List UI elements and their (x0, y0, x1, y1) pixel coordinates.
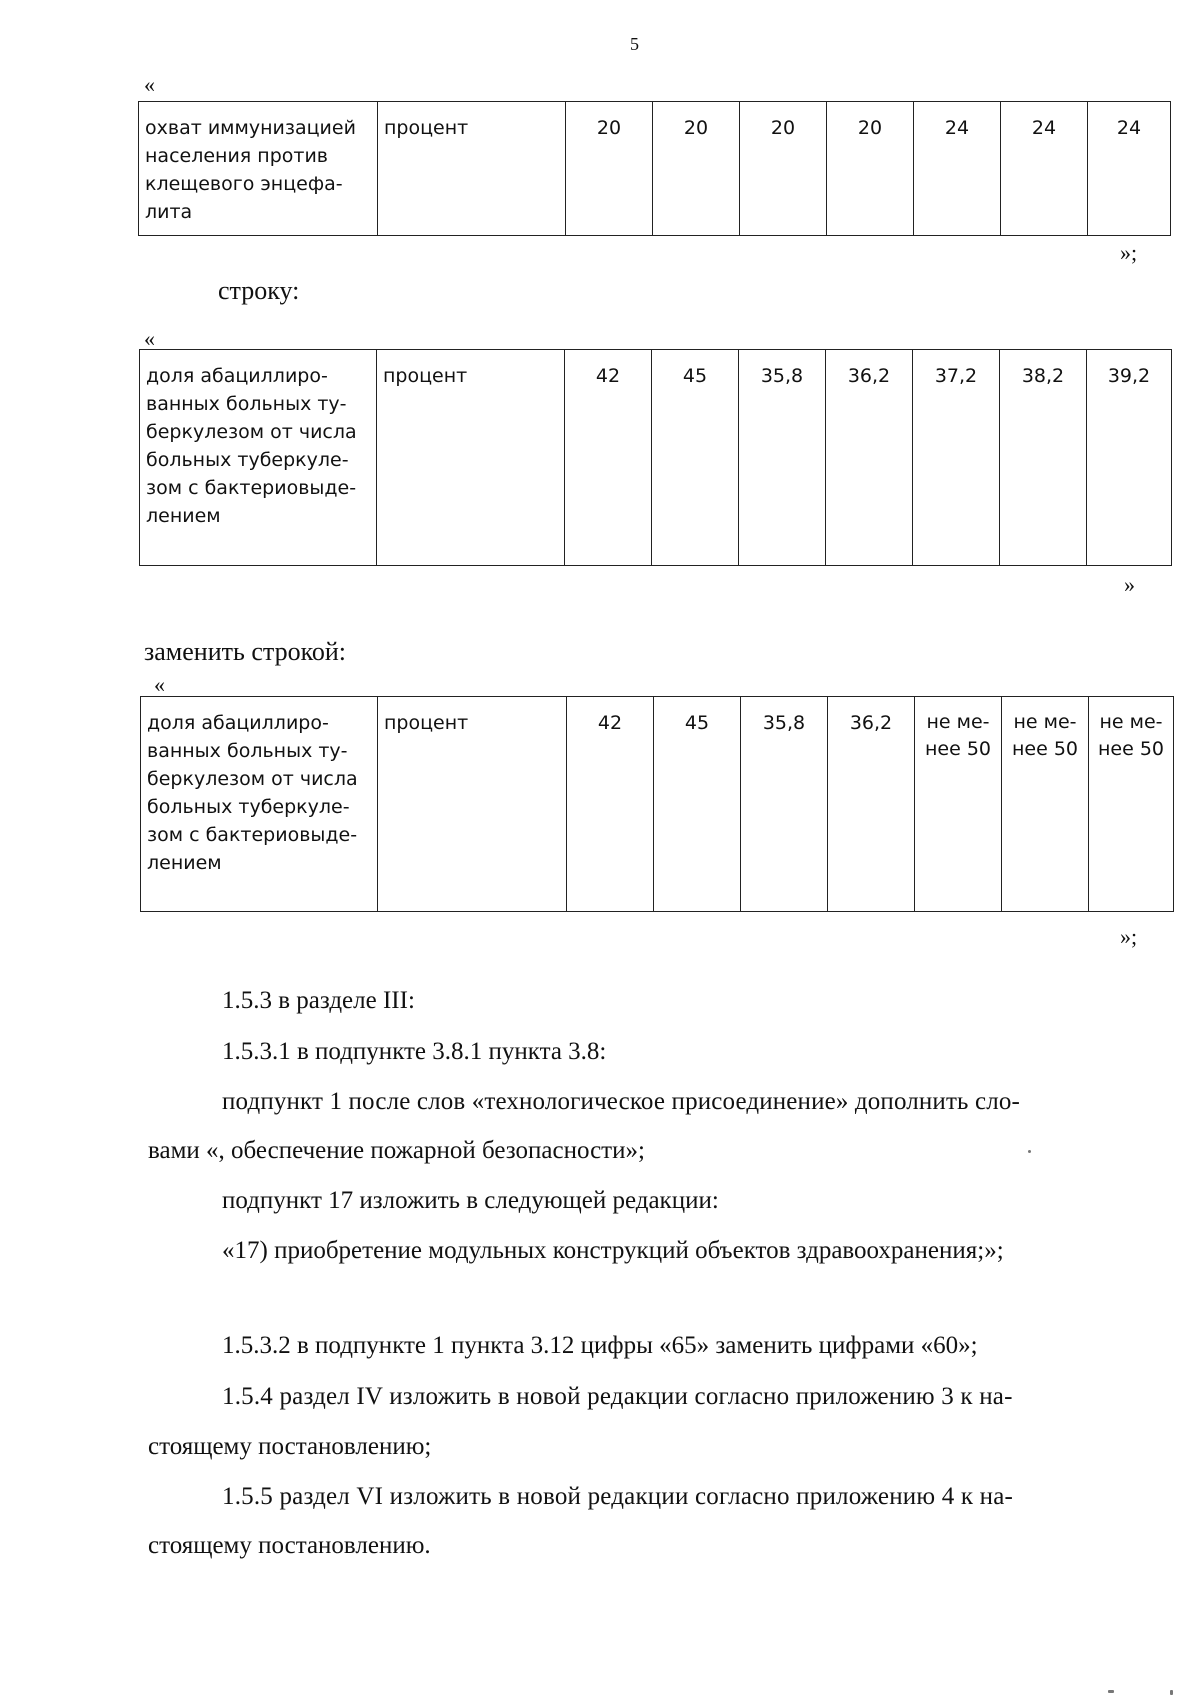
value-cell: 24 (914, 102, 1001, 236)
indicator-name-line: охват иммунизацией (145, 117, 356, 139)
unit-cell: процент (378, 102, 566, 236)
value-cell: 38,2 (1000, 350, 1087, 566)
paragraph-subitem-17: подпункт 17 изложить в следующей редакции: (222, 1187, 719, 1214)
indicator-name-line: беркулезом от числа (146, 421, 357, 443)
label-stroku: строку: (218, 276, 300, 305)
value-min-line: нее 50 (1011, 738, 1079, 760)
value-min-line: не ме- (926, 711, 990, 733)
close-quote: » (1124, 572, 1135, 597)
value-cell: 42 (567, 697, 654, 912)
paragraph-1-5-3-1: 1.5.3.1 в подпункте 3.8.1 пункта 3.8: (222, 1038, 607, 1065)
table-immunization (138, 101, 1171, 236)
value-min-line: нее 50 (924, 738, 992, 760)
page-number: 5 (630, 34, 639, 54)
open-quote: « (154, 672, 165, 697)
paragraph-1-5-5-line2: стоящему постановлению. (148, 1532, 431, 1559)
value-cell-min (915, 697, 1002, 912)
value-cell: 42 (565, 350, 652, 566)
paragraph-1-5-4-line2: стоящему постановлению; (148, 1433, 432, 1460)
indicator-name-line: больных туберкуле- (146, 449, 349, 471)
value-cell: 24 (1088, 102, 1171, 236)
paragraph-subitem-17-text: «17) приобретение модульных конструкций объектов здравоохранения;»; (222, 1237, 1004, 1264)
value-cell: 35,8 (739, 350, 826, 566)
close-quote: »; (1120, 240, 1138, 265)
indicator-name-line: беркулезом от числа (147, 768, 358, 790)
open-quote: « (144, 326, 155, 351)
indicator-name-line: доля абациллиро- (147, 712, 329, 734)
indicator-name-line: лита (145, 201, 193, 223)
scan-speck (1108, 1690, 1114, 1693)
paragraph-1-5-3-2: 1.5.3.2 в подпункте 1 пункта 3.12 цифры «65» заменить цифрами «60»; (222, 1332, 978, 1359)
value-cell: 24 (1001, 102, 1088, 236)
value-cell-min (1089, 697, 1174, 912)
indicator-name-line: зом с бактериовыде- (146, 477, 357, 499)
value-cell: 45 (652, 350, 739, 566)
value-cell: 35,8 (741, 697, 828, 912)
value-cell: 20 (740, 102, 827, 236)
open-quote: « (144, 72, 155, 97)
value-cell: 20 (566, 102, 653, 236)
value-cell-min (1002, 697, 1089, 912)
value-cell: 39,2 (1087, 350, 1172, 566)
indicator-name-line: ванных больных ту- (147, 740, 348, 762)
value-cell: 36,2 (826, 350, 913, 566)
label-zamenit: заменить строкой: (144, 637, 347, 666)
unit-cell: процент (378, 697, 567, 912)
indicator-name-line: больных туберкуле- (147, 796, 350, 818)
unit-cell: процент (377, 350, 565, 566)
indicator-name-cell (140, 350, 377, 566)
paragraph-1-5-3: 1.5.3 в разделе III: (222, 987, 415, 1014)
indicator-name-line: ванных больных ту- (146, 393, 347, 415)
value-cell: 20 (653, 102, 740, 236)
indicator-name-line: населения против (145, 145, 328, 167)
indicator-name-line: клещевого энцефа- (145, 173, 343, 195)
table-tuberculosis-old (139, 349, 1172, 566)
scan-speck (1028, 1150, 1031, 1153)
value-min-line: не ме- (1099, 711, 1163, 733)
value-min-line: нее 50 (1097, 738, 1165, 760)
paragraph-subitem-1-line1: подпункт 1 после слов «технологическое присоединение» дополнить сло- (222, 1088, 1020, 1115)
indicator-name-line: доля абациллиро- (146, 365, 328, 387)
indicator-name-cell (139, 102, 378, 236)
indicator-name-line: зом с бактериовыде- (147, 824, 358, 846)
value-cell: 36,2 (828, 697, 915, 912)
value-cell: 45 (654, 697, 741, 912)
paragraph-subitem-1-line2: вами «, обеспечение пожарной безопасности»; (148, 1137, 645, 1164)
indicator-name-line: лением (147, 852, 222, 874)
scan-speck (1170, 1690, 1173, 1695)
paragraph-1-5-4-line1: 1.5.4 раздел IV изложить в новой редакции согласно приложению 3 к на- (222, 1383, 1013, 1410)
value-cell: 20 (827, 102, 914, 236)
close-quote: »; (1120, 924, 1138, 949)
value-min-line: не ме- (1013, 711, 1077, 733)
indicator-name-cell (141, 697, 378, 912)
indicator-name-line: лением (146, 505, 221, 527)
value-cell: 37,2 (913, 350, 1000, 566)
table-tuberculosis-new (140, 696, 1174, 912)
paragraph-1-5-5-line1: 1.5.5 раздел VI изложить в новой редакции согласно приложению 4 к на- (222, 1483, 1014, 1510)
